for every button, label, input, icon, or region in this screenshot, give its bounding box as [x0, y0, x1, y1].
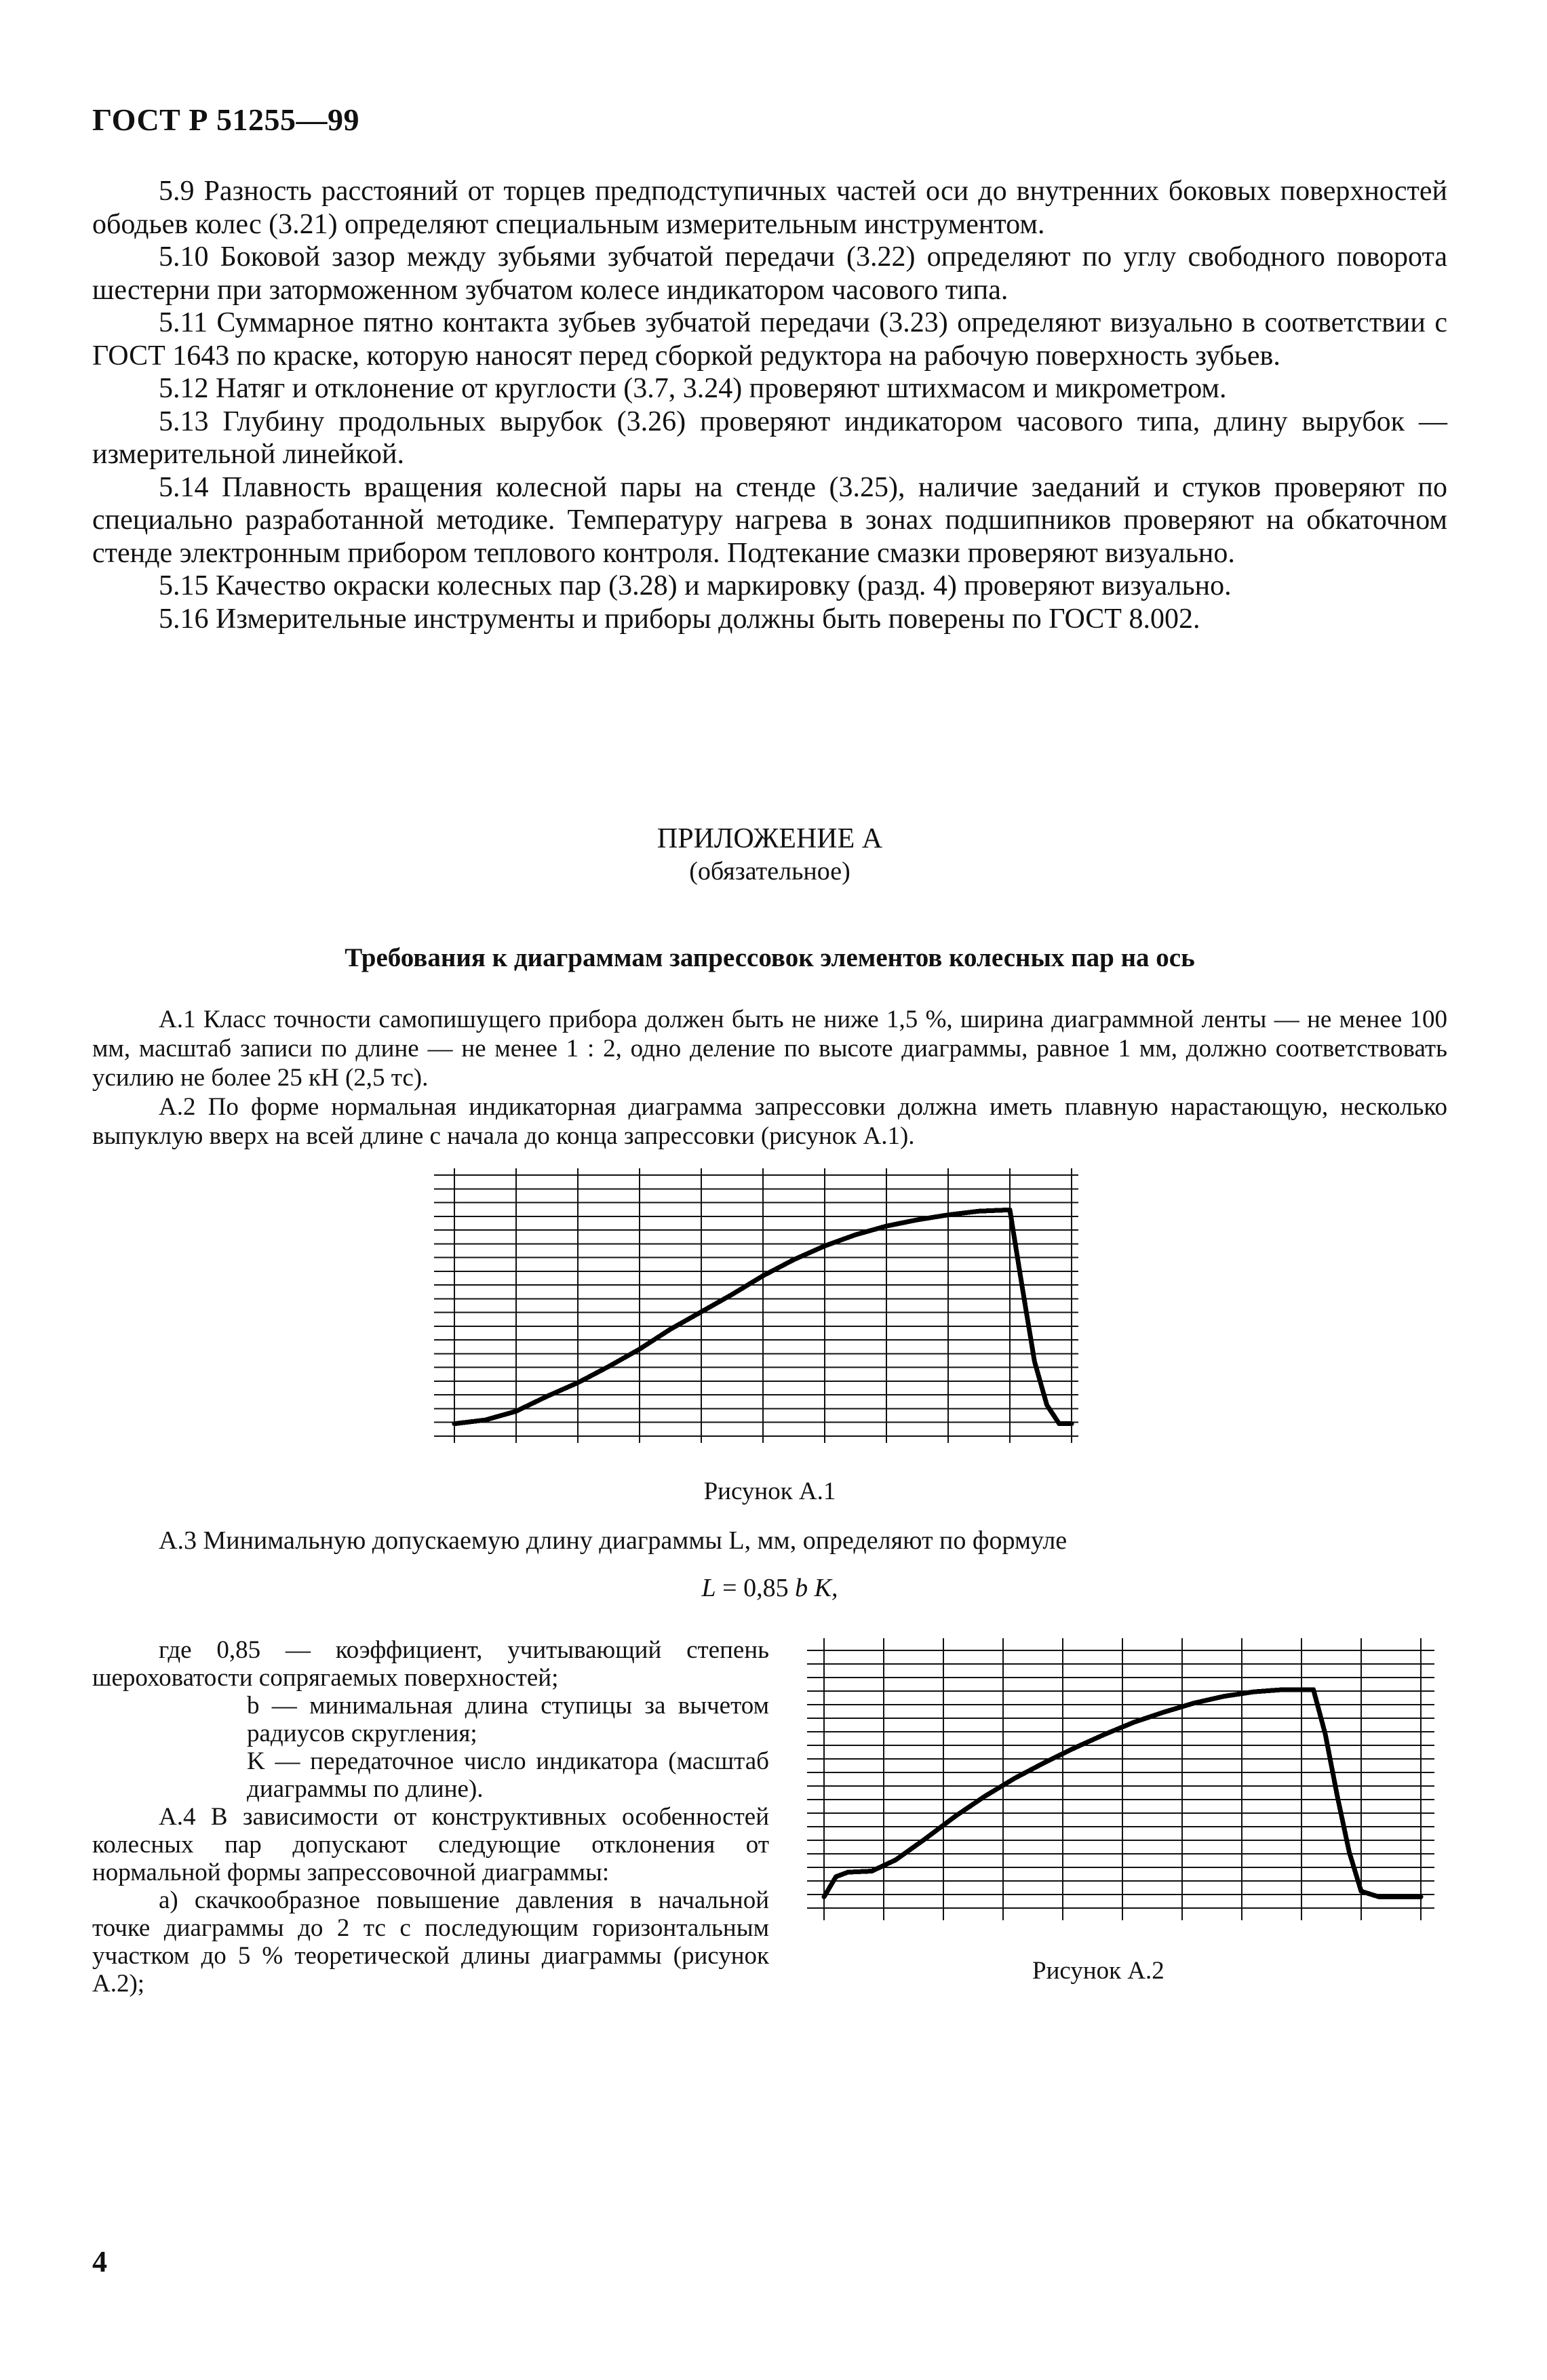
figure-a1-chart [434, 1163, 1099, 1454]
document-header: ГОСТ Р 51255—99 [92, 102, 359, 137]
where-k: K — передаточное число индикатора (масштаб диаграммы по длине). [247, 1747, 769, 1803]
paragraph-a4a: а) скачкообразное повышение давления в начальной точке диаграммы до 2 тс с последующим горизонтальным участком до 5 % теоретической длины диаграммы (рисунок А.2); [92, 1886, 769, 1998]
paragraph-a3: А.3 Минимальную допускаемую длину диаграммы L, мм, определяют по формуле [159, 1526, 1068, 1555]
section-5-text [92, 175, 1447, 635]
paragraph-5-14: 5.14 Плавность вращения колесной пары на стенде (3.25), наличие заеданий и стуков проверяют по специально разработанной методике. Температуру нагрева в зонах подшипников проверяют на обкаточном стенде электронным прибором теплового контроля. Подтекание смазки проверяют визуально. [92, 471, 1447, 569]
page-number: 4 [92, 2245, 107, 2278]
paragraph-a2: А.2 По форме нормальная индикаторная диаграмма запрессовки должна иметь плавную нарастающую, несколько выпуклую вверх на всей длине с начала до конца запрессовки (рисунок А.1). [92, 1093, 1447, 1150]
figure-a1-caption: Рисунок А.1 [703, 1477, 836, 1505]
paragraph-5-12: 5.12 Натяг и отклонение от круглости (3.7, 3.24) проверяют штихмасом и микрометром. [159, 373, 1227, 404]
appendix-text [92, 1005, 1447, 1151]
paragraph-5-15: 5.15 Качество окраски колесных пар (3.28) и маркировку (разд. 4) проверяют визуально. [159, 570, 1232, 601]
paragraph-a1: А.1 Класс точности самопишущего прибора должен быть не ниже 1,5 %, ширина диаграммной ленты — не менее 100 мм, масштаб записи по длине — не менее 1 : 2, одно деление по высоте диаграммы, равное 1 мм, должно соответствовать усилию не более 25 кН (2,5 тс). [92, 1006, 1447, 1092]
where-coefficient: где 0,85 — коэффициент, учитывающий степень шероховатости сопрягаемых поверхностей; [92, 1636, 769, 1692]
where-b: b — минимальная длина ступицы за вычетом радиусов скругления; [247, 1692, 769, 1747]
figure-a2-chart [807, 1634, 1455, 1926]
formula [92, 1573, 1447, 1603]
paragraph-5-11: 5.11 Суммарное пятно контакта зубьев зубчатой передачи (3.23) определяют визуально в соответствии с ГОСТ 1643 по краске, которую наносят перед сборкой редуктора на рабочую поверхность зубьев. [92, 307, 1447, 372]
paragraph-5-10: 5.10 Боковой зазор между зубьями зубчатой передачи (3.22) определяют по углу свободного поворота шестерни при заторможенном зубчатом колесе индикатором часового типа. [92, 241, 1447, 306]
paragraph-a4: А.4 В зависимости от конструктивных особенностей колесных пар допускают следующие отклонения от нормальной формы запрессовочной диаграммы: [92, 1803, 769, 1886]
figure-a2-caption: Рисунок А.2 [1032, 1957, 1164, 1985]
paragraph-5-16: 5.16 Измерительные инструменты и приборы должны быть поверены по ГОСТ 8.002. [159, 603, 1200, 635]
paragraph-5-13: 5.13 Глубину продольных вырубок (3.26) проверяют индикатором часового типа, длину вырубок — измерительной линейкой. [92, 405, 1447, 470]
appendix-title: ПРИЛОЖЕНИЕ А [657, 823, 883, 854]
formula-equals: = 0,85 [716, 1574, 796, 1602]
left-column-text [92, 1636, 769, 1998]
paragraph-5-9: 5.9 Разность расстояний от торцев предподступичных частей оси до внутренних боковых поверхностей ободьев колес (3.21) определяют специальным измерительным инструментом. [92, 176, 1447, 240]
formula-factors: b K, [795, 1574, 838, 1602]
formula-l: L [701, 1574, 716, 1602]
appendix-heading: Требования к диаграммам запрессовок элементов колесных пар на ось [345, 943, 1195, 972]
appendix-subtitle: (обязательное) [689, 857, 850, 886]
